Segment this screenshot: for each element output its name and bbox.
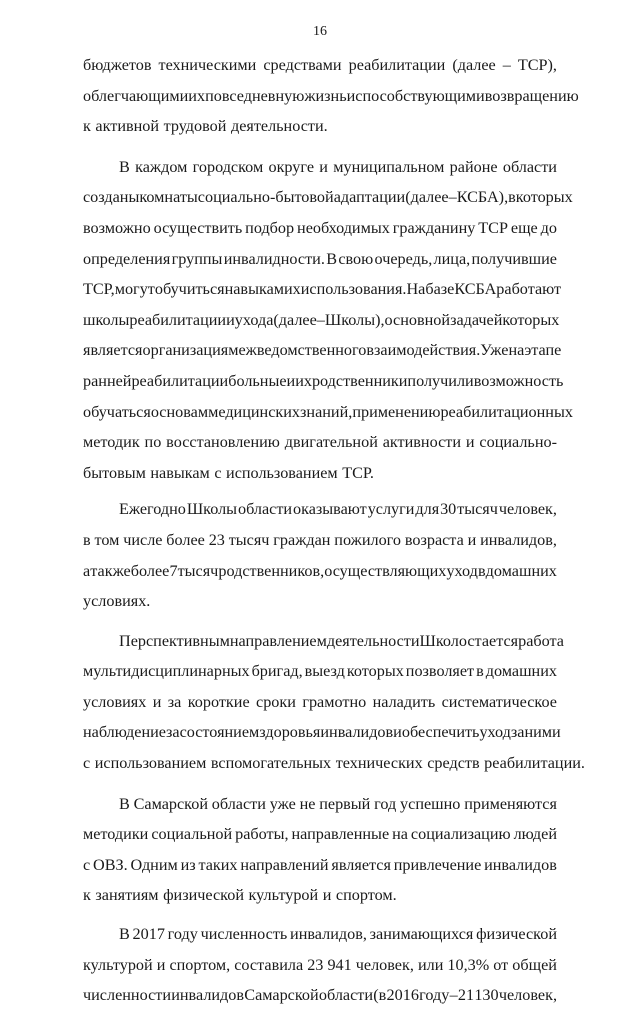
text-line: к активной трудовой деятельности. (83, 117, 328, 136)
text-line: определения группы инвалидности. В свою очередь, лица, получившие (83, 249, 557, 268)
text-line: Ежегодно Школы области оказывают услуги для 30 тысяч человек, (119, 500, 557, 519)
text-line: в том числе более 23 тысяч граждан пожилого возраста и инвалидов, (83, 530, 557, 549)
paragraph (83, 152, 573, 489)
text-line: наблюдение за состоянием здоровья инвалидов и обеспечить уход за ними (83, 723, 561, 742)
text-line: культурой и спортом, составила 23 941 человек, или 10,3% от общей (83, 955, 557, 974)
paragraph (83, 919, 557, 1011)
document-body (83, 50, 585, 1019)
text-line: методики социальной работы, направленные на социализацию людей (83, 825, 557, 844)
text-line: ТСР, могут обучиться навыкам их использования. На базе КСБА работают (83, 280, 562, 299)
text-line: возможно осуществить подбор необходимых гражданину ТСР еще до (83, 218, 557, 237)
text-line: бытовым навыкам с использованием ТСР. (83, 463, 374, 482)
paragraph (83, 626, 585, 779)
text-line: условиях и за короткие сроки грамотно наладить систематическое (83, 692, 557, 711)
text-line: к занятиям физической культурой и спортом. (83, 886, 397, 905)
text-line: методик по восстановлению двигательной активности и социально- (83, 433, 557, 452)
text-line: обучаться основам медицинских знаний, применению реабилитационных (83, 402, 573, 421)
paragraph (83, 789, 557, 911)
text-line: В Самарской области уже не первый год успешно применяются (119, 794, 557, 813)
text-line: является организация межведомственного взаимодействия. Уже на этапе (83, 341, 562, 360)
text-line: облегчающими их повседневную жизнь и способствующими возвращению (83, 86, 579, 105)
page-number: 16 (313, 24, 327, 39)
text-line: ранней реабилитации больные и их родственники получили возможность (83, 371, 564, 390)
text-line: мультидисциплинарных бригад, выезд которых позволяет в домашних (83, 662, 557, 681)
text-line: В 2017 году численность инвалидов, занимающихся физической (119, 925, 557, 944)
text-line: бюджетов техническими средствами реабилитации (далее – ТСР), (83, 56, 557, 74)
text-line: с ОВЗ. Одним из таких направлений является привлечение инвалидов (83, 855, 557, 874)
text-line: Перспективным направлением деятельности Школ остается работа (119, 631, 564, 650)
text-line: а также более 7 тысяч родственников, осуществляющих уход в домашних (83, 561, 557, 580)
paragraph (83, 50, 579, 142)
text-line: численности инвалидов Самарской области (в 2016 году – 21 130 человек, (83, 986, 557, 1005)
paragraph (83, 494, 557, 616)
text-line: созданы комнаты социально-бытовой адаптации (далее – КСБА), в которых (83, 188, 573, 207)
text-line: с использованием вспомогательных технических средств реабилитации. (83, 754, 585, 773)
text-line: условиях. (83, 592, 151, 611)
text-line: В каждом городском округе и муниципальном районе области (119, 157, 557, 176)
text-line: школы реабилитации и ухода (далее – Школы), основной задачей которых (83, 310, 560, 329)
